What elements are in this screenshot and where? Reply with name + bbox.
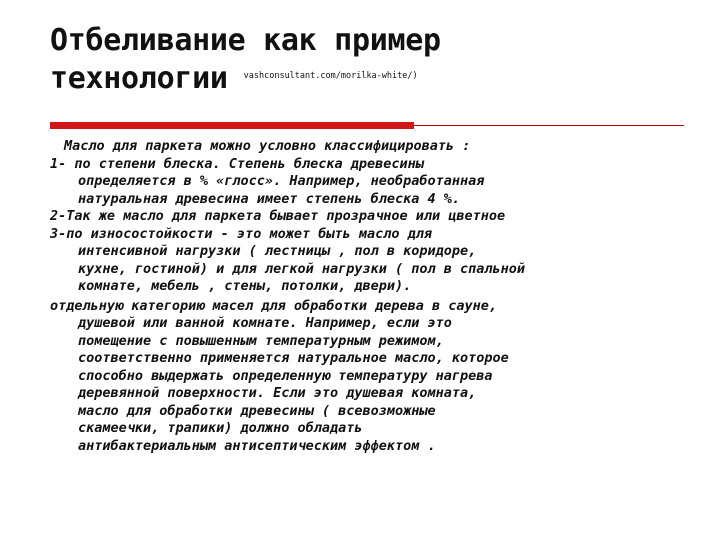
text-line: душевой или ванной комнате. Например, если это (78, 315, 452, 331)
text-line: натуральная древесина имеет степень блеска 4 %. (78, 190, 461, 207)
text-line: помещение с повышенным температурным режимом, (78, 332, 444, 349)
title-line-2-row (50, 60, 690, 99)
text-line: масло для обработки древесины ( всевозможные (78, 402, 436, 419)
text-line: Масло для паркета можно условно классифицировать : (64, 138, 471, 154)
text-line: интенсивной нагрузки ( лестницы , пол в коридоре, (78, 243, 477, 259)
paragraph-gloss (50, 156, 690, 209)
paragraph-color (50, 208, 690, 226)
text-line: 1- по степени блеска. Степень блеска древесины (50, 155, 424, 172)
title-line-1: Отбеливание как пример (50, 23, 441, 58)
paragraph-sauna (50, 298, 690, 456)
text-line: комнате, мебель , стены, потолки, двери). (78, 278, 412, 294)
source-url: vashconsultant.com/morilka-white/) (243, 70, 418, 81)
text-line: определяется в % «глосс». Например, необработанная (78, 173, 485, 189)
slide-body (50, 138, 690, 455)
title-line-2: технологии (50, 61, 228, 96)
text-line: отдельную категорию масел для обработки дерева в сауне, (50, 297, 498, 314)
title-divider-accent (50, 122, 414, 129)
paragraph-intro (50, 138, 690, 156)
text-line: способно выдержать определенную температуру нагрева (78, 367, 493, 384)
text-line: кухне, гостиной) и для легкой нагрузки ( пол в спальной (78, 260, 526, 277)
slide-title (50, 22, 690, 99)
text-line: деревянной поверхности. Если это душевая комната, (78, 385, 477, 401)
text-line: 3-по износостойкости - это может быть масло для (50, 225, 433, 242)
text-line: скамеечки, трапики) должно обладать (78, 420, 363, 436)
text-line: антибактериальным антисептическим эффектом . (78, 437, 436, 454)
paragraph-wear (50, 226, 690, 296)
text-line: 2-Так же масло для паркета бывает прозрачное или цветное (50, 208, 506, 224)
text-line: соответственно применяется натуральное масло, которое (78, 350, 509, 366)
